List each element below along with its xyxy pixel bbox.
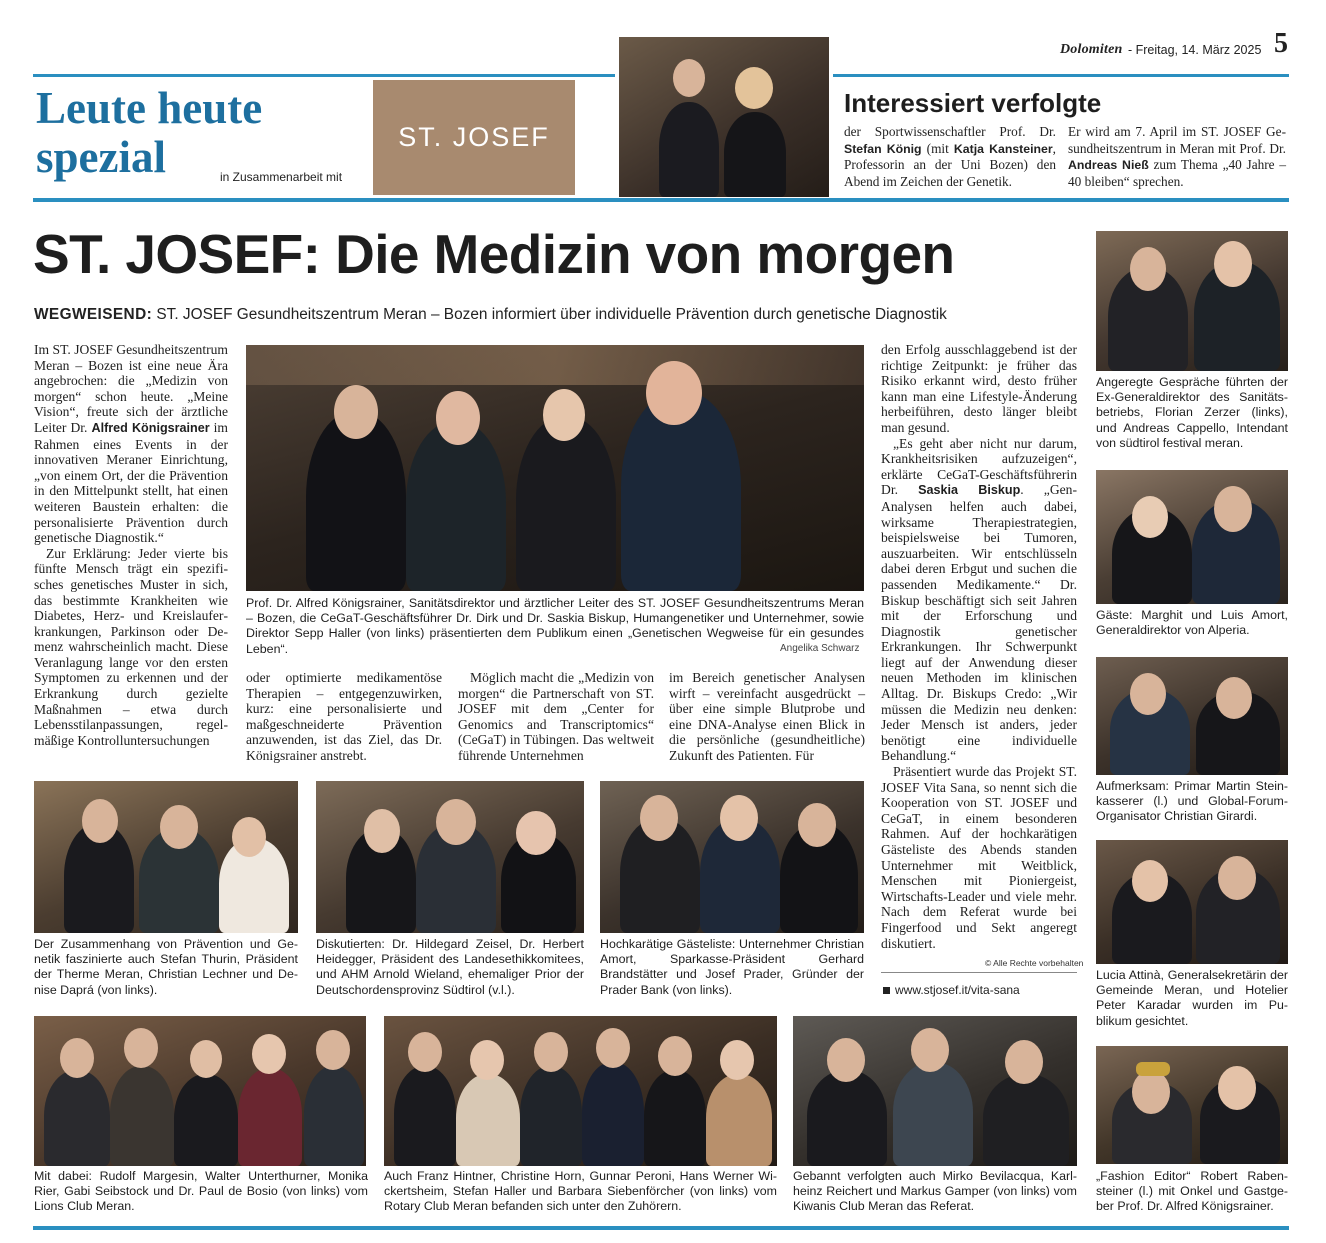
main-photo: [246, 345, 864, 591]
caption-kiwanis-club: Gebannt verfolgten auch Mirko Bevilacqua, Karlheinz Reichert und Markus Gamper (von links) vom Kiwanis Club Meran das Referat.: [793, 1169, 1077, 1214]
name-stefan-koenig: Stefan König: [844, 141, 922, 156]
name-saskia-biskup: Saskia Biskup: [918, 483, 1021, 498]
photo-lions-club: [34, 1016, 366, 1166]
teaser-column-2: Er wird am 7. April im ST. JOSEF Gesundheitszentrum in Meran mit Prof. Dr. Andreas Nieß zum Thema „40 Jahre – 40 bleiben“ sprechen.: [1068, 124, 1286, 189]
caption-amort-brandstaetter-prader: Hochkarätige Gästeliste: Unternehmer Christian Amort, Sparkasse-Präsident Gerhard Brandstätter und Josef Prader, Gründer der Prader Bank (von links).: [600, 937, 864, 997]
article-column-2: oder optimierte medikamentöse Therapien – entgegenzuwirken, kurz: eine personalisierte und maßgeschneiderte Prävention anzuwenden, ist das Ziel, das Dr. Königsrainer anstrebt.: [246, 670, 442, 763]
link-square-icon: [883, 987, 890, 994]
photo-attina-karadar: [1096, 840, 1288, 964]
article-subhead: WEGWEISEND: ST. JOSEF Gesundheitszentrum Meran – Bozen informiert über individuelle Prävention durch genetische Diagnostik: [34, 306, 947, 323]
issue-date: - Freitag, 14. März 2025: [1128, 43, 1262, 57]
photo-rabensteiner-koenigsrainer: [1096, 1046, 1288, 1164]
caption-zeisel-heidegger-wieland: Diskutierten: Dr. Hildegard Zeisel, Dr. Herbert Heidegger, Präsident des Landesethikkomitees, und AHM Arnold Wieland, ehemaliger Prior der Deutschordensprovinz Südtirol (v.l.).: [316, 937, 584, 997]
top-rule-right: [833, 74, 1289, 77]
caption-zerzer-cappello: Angeregte Gespräche führten der Ex-Generaldirektor des Sanitätsbetriebs, Florian Zerzer (links), und Andreas Cappello, Intendant von südtirol festival meran.: [1096, 375, 1288, 450]
article-kicker: WEGWEISEND:: [34, 306, 153, 323]
main-photo-credit: Angelika Schwarz: [780, 643, 860, 654]
photo-kiwanis-club: [793, 1016, 1077, 1166]
section-title-line1: Leute heute: [36, 83, 263, 133]
main-photo-caption: Prof. Dr. Alfred Königsrainer, Sanitätsdirektor und ärztlicher Leiter des ST. JOSEF Gesundheitszentrums Meran – Bozen, die CeGaT-Geschäftsführer Dr. Dirk und Dr. Saskia Biskup, Humangenetiker und Unternehmer, sowie Direktor Sepp Haller (von links) präsentierten dem Publikum einen „Genetischen Wegweise für ein gesundes Leben“.: [246, 596, 864, 656]
section-title-line2: spezial: [36, 132, 166, 182]
photo-amort-brandstaetter-prader: [600, 781, 864, 933]
name-katja-kansteiner: Katja Kansteiner: [953, 141, 1053, 156]
photo-zeisel-heidegger-wieland: [316, 781, 584, 933]
photo-steinkasserer-girardi: [1096, 657, 1288, 775]
article-column-5: den Erfolg ausschlaggebend ist der richtige Zeitpunkt: je früher das Risiko erkannt wird, desto früher kann man eine Lifestyle-Änderung herbeiführen, desto länger bleibt man gesund. „Es geht aber nicht nur darum, Krankheitsrisiken aufzuzeigen“, erklärte CeGaT-Geschäftsführerin Dr. Saskia Biskup. „Gen-Analysen helfen auch dabei, wirksame Therapiestrategien, beispielsweise bei Tumoren, auszuarbeiten. Wir entschlüsseln dabei deren Erbgut und suchen die passenden Medikamente.“ Dr. Biskup beschäftigt sich seit Jahren mit der Erforschung und Diagnostik genetischer Erkrankungen. Ihr Schwerpunkt liegt auf der Anwendung dieser neuen Methoden im klinischen Alltag. Dr. Biskups Credo: „Wir müssen die Medizin neu denken: Jeder Mensch ist anders, jeder benötigt eine individuelle Behandlung.“ Präsentiert wurde das Projekt ST. JOSEF Vita Sana, so nennt sich die Kooperation von ST. JOSEF und CeGaT, in einem besonderen Rahmen. Auf der hochkarätigen Gästeliste des Abends standen Unternehmer mit Weitblick, Menschen mit Pioniergeist, Wirtschafts-Leader und viele mehr. Nach dem Referat wurde bei Fingerfood und Sekt angeregt diskutiert.: [881, 342, 1077, 951]
caption-lions-club: Mit dabei: Rudolf Margesin, Walter Unterthurner, Monika Rier, Gabi Seibstock und Dr. Paul de Bosio (von links) vom Lions Club Meran.: [34, 1169, 368, 1214]
teaser-column-1: der Sportwissenschaftler Prof. Dr. Stefan König (mit Katja Kansteiner, Professorin an der Uni Bozen) den Abend im Zeichen der Genetik.: [844, 124, 1056, 189]
teaser-heading: Interessiert verfolgte: [844, 88, 1102, 118]
caption-rotary-club: Auch Franz Hintner, Christine Horn, Gunnar Peroni, Hans Werner Wickertsheim, Stefan Haller und Barbara Siebenförcher (von links) vom Rotary Club Meran befanden sich unter den Zuhörern.: [384, 1169, 777, 1214]
section-title: [36, 84, 262, 182]
name-andreas-niess: Andreas Nieß: [1068, 158, 1149, 172]
article-column-3: Möglich macht die „Medizin von morgen“ die Partnerschaft von ST. JOSEF mit dem „Center for Genomics and Transcriptomics“ (CeGaT) in Tübingen. Das weltweit führende Unternehmen: [458, 670, 654, 763]
article-column-1: Im ST. JOSEF Gesundheitszentrum Meran – Bozen ist eine neue Ära angebrochen: die „Medizin von morgen“ schon heute. „Meine Vision“, freute sich der ärztliche Leiter Dr. Alfred Königsrainer im Rahmen eines Events in der innovativen Meraner Einrichtung, „von einem Ort, der die Prävention in den Mittelpunkt stellt, hat einen weiteren Baustein erhalten: die personalisierte Prävention durch genetische Diagnostik.“ Zur Erklärung: Jeder vierte bis fünfte Mensch trägt ein spezifisches genetisches Muster in sich, das bestimmte Krankheiten wie Diabetes, Herz- und Kreislauferkrankungen, Parkinson oder Demenz wahrscheinlich macht. Diese Veranlagung lange vor den ersten Symptomen zu erkennen und der Erkrankung durch gezielte Maßnahmen – etwa durch Lebensstilanpassungen, regelmäßige Kontrolluntersuchungen: [34, 342, 228, 748]
photo-rotary-club: [384, 1016, 777, 1166]
name-alfred-koenigsrainer: Alfred Königsrainer: [91, 420, 210, 435]
caption-rabensteiner-koenigsrainer: „Fashion Editor“ Robert Rabensteiner (l.) mit Onkel und Gastgeber Prof. Dr. Alfred Königsrainer.: [1096, 1169, 1288, 1214]
partner-note: in Zusammenarbeit mit: [220, 170, 343, 184]
rights-notice: © Alle Rechte vorbehalten: [985, 958, 1084, 968]
bottom-rule: [33, 1226, 1289, 1230]
paper-name: Dolomiten: [1060, 42, 1123, 57]
partner-logo: [373, 80, 575, 195]
caption-thurin-lechner-dapra: Der Zusammenhang von Prävention und Genetik faszinierte auch Stefan Thurin, Präsident der Therme Meran, Christian Lechner und Denise Daprá (von links).: [34, 937, 298, 997]
photo-amort-couple: [1096, 470, 1288, 604]
article-column-4: im Bereich genetischer Analysen wirft – vereinfacht ausgedrückt – über eine simple Blutprobe und eine DNA-Analyse einen Blick in die persönliche (gesundheitliche) Zukunft des Patienten. Für: [669, 670, 865, 763]
caption-attina-karadar: Lucia Attinà, Generalsekretärin der Gemeinde Meran, und Hotelier Peter Karadar wurden im Publikum gesichtet.: [1096, 968, 1288, 1028]
article-link-rule: [881, 972, 1077, 973]
page-number: 5: [1274, 28, 1288, 59]
caption-amort-couple: Gäste: Marghit und Luis Amort, Generaldirektor von Alperia.: [1096, 608, 1288, 638]
teaser-photo: [619, 37, 829, 197]
masthead: [1040, 28, 1326, 70]
partner-logo-text: ST. JOSEF: [398, 122, 550, 152]
top-rule-left: [33, 74, 615, 77]
article-headline: ST. JOSEF: Die Medizin von morgen: [33, 223, 955, 285]
article-link[interactable]: www.stjosef.it/vita-sana: [883, 983, 1020, 997]
photo-thurin-lechner-dapra: [34, 781, 298, 933]
header-bottom-rule: [33, 198, 1289, 202]
photo-zerzer-cappello: [1096, 231, 1288, 371]
caption-steinkasserer-girardi: Aufmerksam: Primar Martin Steinkasserer (l.) und Global-Forum-Organisator Christian Girardi.: [1096, 779, 1288, 824]
